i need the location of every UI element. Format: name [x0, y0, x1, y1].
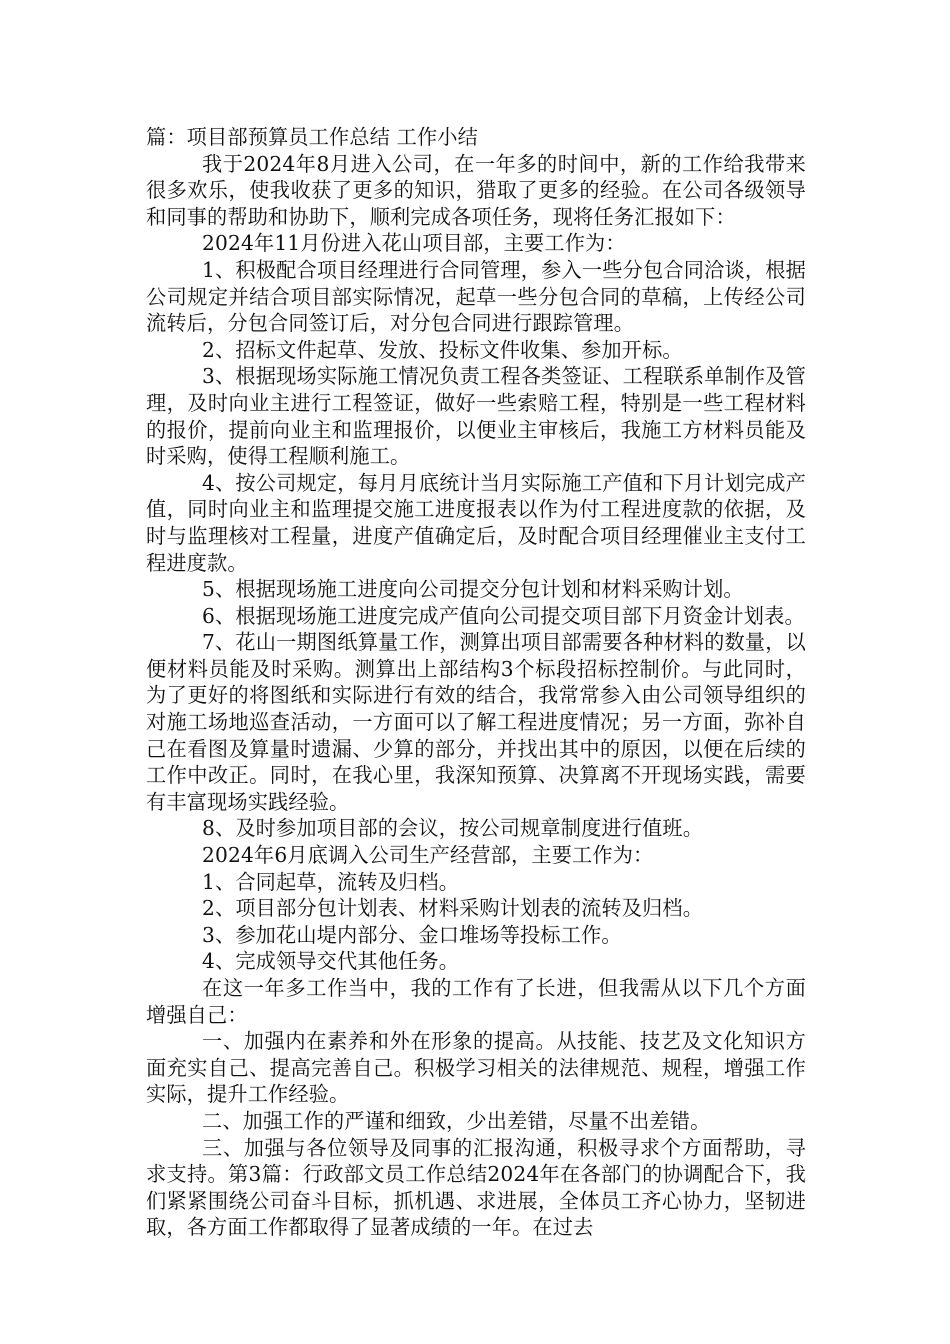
paragraph-improvement-intro: 在这一年多工作当中，我的工作有了长进，但我需从以下几个方面增强自己：	[146, 976, 806, 1027]
paragraph-item-2: 2、招标文件起草、发放、投标文件收集、参加开标。	[202, 337, 683, 362]
document-title: 篇：项目部预算员工作总结 工作小结	[146, 125, 478, 149]
paragraph-item-1: 1、积极配合项目经理进行合同管理，参入一些分包合同洽谈，根据公司规定并结合项目部实际情况，起草一些分包合同的草稿，上传经公司流转后，分包合同签订后，对分包合同进行跟踪管理。	[146, 257, 806, 336]
paragraph-item-5: 5、根据现场施工进度向公司提交分包计划和材料采购计划。	[202, 577, 744, 602]
paragraph-improvement-1: 一、加强内在素养和外在形象的提高。从技能、技艺及文化知识方面充实自己、提高完善自己。积极学习相关的法律规范、规程，增强工作实际，提升工作经验。	[146, 1029, 806, 1107]
paragraph-item-4: 4、按公司规定，每月月底统计当月实际施工产值和下月计划完成产值，同时向业主和监理提交施工进度报表以作为付工程进度款的依据，及时与监理核对工程量，进度产值确定后，及时配合项目经理催业主支付工程进度款。	[146, 470, 806, 575]
paragraph-duty-3: 3、参加花山堤内部分、金口堆场等投标工作。	[202, 922, 622, 947]
paragraph-item-3: 3、根据现场实际施工情况负责工程各类签证、工程联系单制作及管理，及时向业主进行工程签证，做好一些索赔工程，特别是一些工程材料的报价，提前向业主和监理报价，以便业主审核后，我施工方材料员能及时采购，使得工程顺利施工。	[146, 364, 806, 469]
paragraph-improvement-3: 三、加强与各位领导及同事的汇报沟通，积极寻求个方面帮助，寻求支持。第3篇：行政部文员工作总结2024年在各部门的协调配合下，我们紧紧围绕公司奋斗目标，抓机遇、求进展，全体员工齐心协力，坚韧进取，各方面工作都取得了显著成绩的一年。在过去	[146, 1135, 806, 1240]
paragraph-item-6: 6、根据现场施工进度完成产值向公司提交项目部下月资金计划表。	[202, 603, 805, 628]
document-body	[146, 124, 806, 1241]
paragraph-huashan-start: 2024年11月份进入花山项目部，主要工作为：	[202, 231, 626, 256]
paragraph-intro: 我于2024年8月进入公司，在一年多的时间中，新的工作给我带来很多欢乐，使我收获了更多的知识，猎取了更多的经验。在公司各级领导和同事的帮助和协助下，顺利完成各项任务，现将任务汇报如下：	[146, 151, 806, 229]
paragraph-duty-1: 1、合同起草，流转及归档。	[202, 869, 460, 894]
paragraph-duty-2: 2、项目部分包计划表、材料采购计划表的流转及归档。	[202, 896, 704, 921]
paragraph-improvement-2: 二、加强工作的严谨和细致，少出差错，尽量不出差错。	[202, 1108, 711, 1133]
paragraph-item-7: 7、花山一期图纸算量工作，测算出项目部需要各种材料的数量，以便材料员能及时采购。测算出上部结构3个标段招标控制价。与此同时，为了更好的将图纸和实际进行有效的结合，我常常参入由公司领导组织的对施工场地巡查活动，一方面可以了解工程进度情况；另一方面，弥补自己在看图及算量时遗漏、少算的部分，并找出其中的原因，以便在后续的工作中改正。同时，在我心里，我深知预算、决算离不开现场实践，需要有丰富现场实践经验。	[146, 630, 806, 814]
paragraph-item-8: 8、及时参加项目部的会议，按公司规章制度进行值班。	[202, 816, 704, 841]
paragraph-duty-4: 4、完成领导交代其他任务。	[202, 949, 460, 974]
paragraph-transfer: 2024年6月底调入公司生产经营部，主要工作为：	[202, 843, 654, 868]
